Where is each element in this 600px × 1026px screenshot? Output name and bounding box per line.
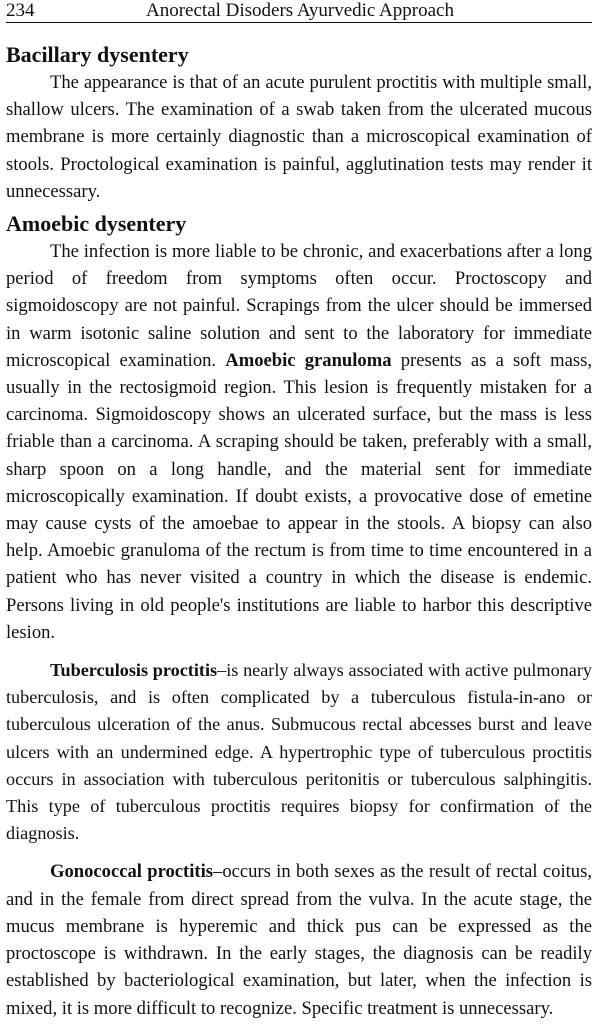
heading-bacillary-dysentery: Bacillary dysentery — [6, 42, 189, 67]
tuberculosis-text: –is nearly always associated with active pulmonary tuberculosis, and is often complicated by a tuberculous fistula-in-ano or tuberculous ulceration of the anus. Submucous rectal abcesses burst and leave ulcers with an undermined edge. A hypertrophic type of tuberculous proctitis occurs in association with tuberculous peritonitis or tuberculous salphingitis. This type of tuberculous proctitis requires biopsy for confirmation of the diagnosis. — [6, 660, 592, 844]
term-gonococcal-proctitis: Gonococcal proctitis — [50, 861, 214, 883]
running-title: Anorectal Disoders Ayurvedic Approach — [146, 0, 454, 21]
paragraph-amoebic-dysentery — [6, 238, 592, 646]
heading-amoebic-dysentery: Amoebic dysentery — [6, 211, 187, 237]
amoebic-text-rest: presents as a soft mass, usually in the rectosigmoid region. This lesion is frequently mistaken for a carcinoma. Sigmoidoscopy shows an ulcerated surface, but the mass is less friable than a carcinoma. A scraping should be taken, preferably with a small, sharp spoon on a long handle, and the material sent for immediate microscopically examination. If doubt exists, a provocative dose of emetine may cause cysts of the amoebae to appear in the stools. A biopsy can also help. Amoebic granuloma of the rectum is from time to time encountered in a patient who has never visited a country in which the disease is endemic. Persons living in old people's institutions are liable to harbor this descriptive lesion. — [6, 349, 592, 643]
paragraph-gonococcal-proctitis — [6, 858, 592, 1021]
term-tuberculosis-proctitis: Tuberculosis proctitis — [50, 660, 218, 681]
paragraph-tuberculosis-proctitis — [6, 657, 592, 847]
paragraph-bacillary-dysentery: The appearance is that of an acute purulent proctitis with multiple small, shallow ulcers. The examination of a swab taken from the ulcerated mucous membrane is more certainly diagnostic than a microscopical examination of stools. Proctological examination is painful, agglutination tests may render it unnecessary. — [6, 72, 592, 202]
gonococcal-text: –occurs in both sexes as the result of rectal coitus, and in the female from direct spread from the vulva. In the acute stage, the mucus membrane is hyperemic and thick pus can be expressed as the proctoscope is withdrawn. In the early stages, the diagnosis can be readily established by bacteriological examination, but later, when the infection is mixed, it is more difficult to recognize. Specific treatment is unnecessary. — [6, 861, 592, 1019]
term-amoebic-granuloma: Amoebic granuloma — [225, 349, 392, 371]
page-number: 234 — [6, 0, 35, 21]
running-header — [6, 0, 592, 23]
amoebic-text-start: The infection is more liable to be chronic, and exacerbations after a long period of freedom from symptoms often occur. Proctoscopy and sigmoidoscopy are not painful. Scrapings from the ulcer should be immersed in warm isotonic saline solution and sent to the laboratory for immediate microscopical examination. — [6, 241, 592, 371]
